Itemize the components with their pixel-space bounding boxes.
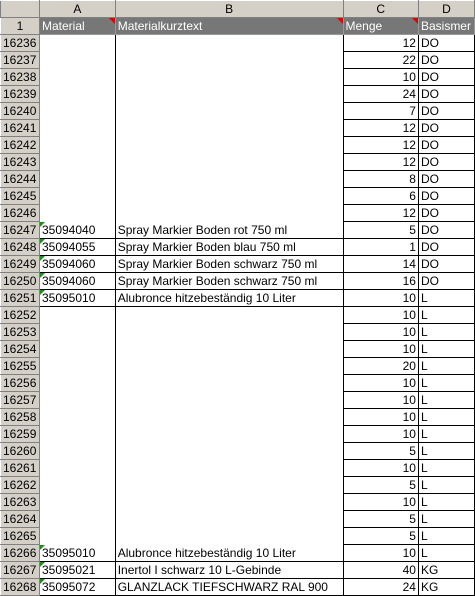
cell-kurztext[interactable] xyxy=(115,171,343,188)
row-header[interactable]: 16238 xyxy=(1,69,40,86)
cell-material[interactable] xyxy=(39,426,115,443)
cell-menge[interactable]: 5 xyxy=(343,511,418,528)
row-header[interactable]: 16255 xyxy=(1,358,40,375)
table-row xyxy=(1,86,475,103)
material-header-label: Material xyxy=(41,19,85,33)
cell-basismenge[interactable]: DO xyxy=(418,205,474,222)
table-row xyxy=(1,426,475,443)
table-row xyxy=(1,52,475,69)
table-row xyxy=(1,154,475,171)
row-header[interactable]: 16258 xyxy=(1,409,40,426)
cell-menge[interactable]: 10 xyxy=(343,392,418,409)
cell-basismenge[interactable]: DO xyxy=(418,69,474,86)
cell-material[interactable] xyxy=(39,358,115,375)
number-as-text-marker-icon xyxy=(40,273,45,278)
row-header[interactable]: 16243 xyxy=(1,154,40,171)
cell-kurztext[interactable]: Alubronce hitzebeständig 10 Liter xyxy=(115,290,343,307)
table-row xyxy=(1,341,475,358)
cell-menge[interactable]: 24 xyxy=(343,579,418,596)
cell-material[interactable] xyxy=(39,171,115,188)
column-header-row xyxy=(1,1,475,18)
cell-basismenge[interactable]: L xyxy=(418,324,474,341)
cell-material[interactable] xyxy=(39,35,115,52)
cell-material[interactable] xyxy=(39,188,115,205)
comment-marker-icon xyxy=(109,18,115,24)
cell-kurztext[interactable] xyxy=(115,511,343,528)
number-as-text-marker-icon xyxy=(40,222,45,227)
row-header[interactable]: 16259 xyxy=(1,426,40,443)
comment-marker-icon xyxy=(337,18,343,24)
cell-basismenge[interactable]: L xyxy=(418,341,474,358)
number-as-text-marker-icon xyxy=(40,256,45,261)
cell-basismenge[interactable]: KG xyxy=(418,562,474,579)
table-row xyxy=(1,171,475,188)
row-header[interactable]: 16267 xyxy=(1,562,40,579)
row-header[interactable]: 16241 xyxy=(1,120,40,137)
row-header[interactable]: 16244 xyxy=(1,171,40,188)
cell-kurztext[interactable] xyxy=(115,35,343,52)
cell-kurztext[interactable] xyxy=(115,324,343,341)
cell-basismenge[interactable]: L xyxy=(418,392,474,409)
row-header[interactable]: 16247 xyxy=(1,222,40,239)
cell-menge[interactable]: 10 xyxy=(343,290,418,307)
cell-menge[interactable]: 12 xyxy=(343,35,418,52)
table-row xyxy=(1,562,475,579)
number-as-text-marker-icon xyxy=(40,579,45,584)
cell-material[interactable] xyxy=(39,477,115,494)
cell-menge[interactable]: 12 xyxy=(343,205,418,222)
cell-kurztext-header[interactable] xyxy=(115,18,343,35)
row-header[interactable]: 16250 xyxy=(1,273,40,290)
cell-kurztext[interactable] xyxy=(115,477,343,494)
cell-menge[interactable]: 8 xyxy=(343,171,418,188)
cell-basismenge[interactable]: DO xyxy=(418,273,474,290)
row-header[interactable]: 16240 xyxy=(1,103,40,120)
cell-material[interactable] xyxy=(39,52,115,69)
cell-kurztext[interactable] xyxy=(115,460,343,477)
cell-material[interactable] xyxy=(39,205,115,222)
header-row xyxy=(1,18,475,35)
cell-menge[interactable]: 10 xyxy=(343,324,418,341)
cell-material[interactable] xyxy=(39,324,115,341)
table-row xyxy=(1,477,475,494)
cell-material[interactable] xyxy=(39,392,115,409)
cell-material[interactable]: 35094055 xyxy=(39,239,115,256)
cell-material[interactable]: 35095010 xyxy=(39,545,115,562)
cell-material[interactable]: 35095010 xyxy=(39,290,115,307)
number-as-text-marker-icon xyxy=(40,239,45,244)
row-header[interactable]: 16246 xyxy=(1,205,40,222)
cell-material[interactable] xyxy=(39,103,115,120)
cell-material-header[interactable] xyxy=(39,18,115,35)
cell-kurztext[interactable]: Spray Markier Boden blau 750 ml xyxy=(115,239,343,256)
cell-kurztext[interactable]: Spray Markier Boden schwarz 750 ml xyxy=(115,273,343,290)
cell-basismenge[interactable]: DO xyxy=(418,103,474,120)
table-row xyxy=(1,545,475,562)
cell-kurztext[interactable] xyxy=(115,188,343,205)
cell-menge[interactable]: 5 xyxy=(343,528,418,545)
cell-basismenge-header[interactable] xyxy=(418,18,474,35)
cell-material[interactable] xyxy=(39,120,115,137)
cell-kurztext[interactable]: Alubronce hitzebeständig 10 Liter xyxy=(115,545,343,562)
table-row xyxy=(1,392,475,409)
menge-header-label: Menge xyxy=(345,19,383,33)
cell-basismenge[interactable]: L xyxy=(418,477,474,494)
kurztext-header-label: Materialkurztext xyxy=(117,19,203,33)
select-all-corner[interactable] xyxy=(1,1,40,18)
row-header[interactable]: 16253 xyxy=(1,324,40,341)
cell-kurztext[interactable] xyxy=(115,120,343,137)
cell-basismenge[interactable]: L xyxy=(418,528,474,545)
cell-basismenge[interactable]: L xyxy=(418,307,474,324)
cell-kurztext[interactable] xyxy=(115,375,343,392)
table-row xyxy=(1,290,475,307)
cell-material[interactable] xyxy=(39,307,115,324)
row-header[interactable]: 16266 xyxy=(1,545,40,562)
table-row xyxy=(1,137,475,154)
row-header[interactable]: 16249 xyxy=(1,256,40,273)
table-row xyxy=(1,103,475,120)
cell-menge[interactable]: 10 xyxy=(343,545,418,562)
row-header[interactable]: 1 xyxy=(1,18,40,35)
number-as-text-marker-icon xyxy=(40,562,45,567)
cell-menge[interactable]: 12 xyxy=(343,137,418,154)
cell-menge[interactable]: 7 xyxy=(343,103,418,120)
cell-kurztext[interactable] xyxy=(115,86,343,103)
number-as-text-marker-icon xyxy=(40,545,45,550)
cell-menge[interactable]: 5 xyxy=(343,222,418,239)
cell-kurztext[interactable] xyxy=(115,52,343,69)
table-row xyxy=(1,273,475,290)
cell-material[interactable] xyxy=(39,86,115,103)
cell-basismenge[interactable]: DO xyxy=(418,154,474,171)
cell-basismenge[interactable]: L xyxy=(418,426,474,443)
table-row xyxy=(1,375,475,392)
table-row xyxy=(1,239,475,256)
cell-basismenge[interactable]: DO xyxy=(418,52,474,69)
cell-basismenge[interactable]: DO xyxy=(418,239,474,256)
cell-material[interactable] xyxy=(39,443,115,460)
table-row xyxy=(1,205,475,222)
table-row xyxy=(1,494,475,511)
row-header[interactable]: 16252 xyxy=(1,307,40,324)
cell-material[interactable] xyxy=(39,375,115,392)
cell-basismenge[interactable]: DO xyxy=(418,256,474,273)
basismenge-header-label: Basismer xyxy=(420,19,471,33)
cell-basismenge[interactable]: DO xyxy=(418,137,474,154)
cell-material[interactable]: 35095021 xyxy=(39,562,115,579)
row-header[interactable]: 16251 xyxy=(1,290,40,307)
row-header[interactable]: 16257 xyxy=(1,392,40,409)
cell-basismenge[interactable]: DO xyxy=(418,120,474,137)
column-header-b[interactable]: B xyxy=(115,1,343,18)
cell-menge[interactable]: 10 xyxy=(343,307,418,324)
table-row xyxy=(1,511,475,528)
cell-kurztext[interactable] xyxy=(115,69,343,86)
row-header[interactable]: 16263 xyxy=(1,494,40,511)
cell-material[interactable] xyxy=(39,137,115,154)
cell-kurztext[interactable] xyxy=(115,494,343,511)
cell-kurztext[interactable] xyxy=(115,205,343,222)
cell-menge[interactable]: 6 xyxy=(343,188,418,205)
cell-menge[interactable]: 14 xyxy=(343,256,418,273)
cell-kurztext[interactable] xyxy=(115,409,343,426)
cell-kurztext[interactable] xyxy=(115,358,343,375)
table-row xyxy=(1,222,475,239)
cell-material[interactable] xyxy=(39,494,115,511)
cell-menge[interactable]: 5 xyxy=(343,477,418,494)
table-row xyxy=(1,188,475,205)
cell-basismenge[interactable]: DO xyxy=(418,35,474,52)
cell-material[interactable] xyxy=(39,341,115,358)
cell-material[interactable]: 35094060 xyxy=(39,273,115,290)
cell-material[interactable] xyxy=(39,528,115,545)
cell-basismenge[interactable]: DO xyxy=(418,86,474,103)
table-row xyxy=(1,528,475,545)
cell-material[interactable]: 35094060 xyxy=(39,256,115,273)
table-row xyxy=(1,409,475,426)
row-header[interactable]: 16264 xyxy=(1,511,40,528)
cell-kurztext[interactable]: Spray Markier Boden schwarz 750 ml xyxy=(115,256,343,273)
table-row xyxy=(1,35,475,52)
cell-material[interactable]: 35094040 xyxy=(39,222,115,239)
cell-menge[interactable]: 10 xyxy=(343,426,418,443)
cell-basismenge[interactable]: L xyxy=(418,460,474,477)
cell-kurztext[interactable] xyxy=(115,528,343,545)
cell-menge[interactable]: 10 xyxy=(343,341,418,358)
row-header[interactable]: 16237 xyxy=(1,52,40,69)
cell-material[interactable] xyxy=(39,409,115,426)
cell-basismenge[interactable]: DO xyxy=(418,188,474,205)
row-header[interactable]: 16239 xyxy=(1,86,40,103)
row-header[interactable]: 16248 xyxy=(1,239,40,256)
table-row xyxy=(1,324,475,341)
cell-basismenge[interactable]: L xyxy=(418,409,474,426)
cell-kurztext[interactable] xyxy=(115,426,343,443)
cell-kurztext[interactable] xyxy=(115,103,343,120)
cell-kurztext[interactable]: Inertol I schwarz 10 L-Gebinde xyxy=(115,562,343,579)
row-header[interactable]: 16254 xyxy=(1,341,40,358)
cell-menge[interactable]: 10 xyxy=(343,69,418,86)
cell-menge[interactable]: 16 xyxy=(343,273,418,290)
cell-menge[interactable]: 10 xyxy=(343,494,418,511)
cell-material[interactable] xyxy=(39,460,115,477)
cell-material[interactable] xyxy=(39,511,115,528)
table-row xyxy=(1,307,475,324)
row-header[interactable]: 16256 xyxy=(1,375,40,392)
cell-menge-header[interactable] xyxy=(343,18,418,35)
row-header[interactable]: 16245 xyxy=(1,188,40,205)
cell-basismenge[interactable]: L xyxy=(418,290,474,307)
cell-material[interactable] xyxy=(39,69,115,86)
cell-kurztext[interactable] xyxy=(115,307,343,324)
row-header[interactable]: 16265 xyxy=(1,528,40,545)
cell-menge[interactable]: 12 xyxy=(343,154,418,171)
table-row xyxy=(1,256,475,273)
row-header[interactable]: 16260 xyxy=(1,443,40,460)
cell-kurztext[interactable]: Spray Markier Boden rot 750 ml xyxy=(115,222,343,239)
row-header[interactable]: 16261 xyxy=(1,460,40,477)
cell-basismenge[interactable]: DO xyxy=(418,222,474,239)
table-row xyxy=(1,579,475,596)
table-row xyxy=(1,358,475,375)
cell-menge[interactable]: 5 xyxy=(343,443,418,460)
cell-material[interactable] xyxy=(39,154,115,171)
cell-menge[interactable]: 22 xyxy=(343,52,418,69)
cell-menge[interactable]: 10 xyxy=(343,375,418,392)
cell-kurztext[interactable] xyxy=(115,154,343,171)
table-row xyxy=(1,120,475,137)
table-row xyxy=(1,443,475,460)
row-header[interactable]: 16242 xyxy=(1,137,40,154)
cell-menge[interactable]: 10 xyxy=(343,460,418,477)
column-header-a[interactable]: A xyxy=(39,1,115,18)
cell-basismenge[interactable]: KG xyxy=(418,579,474,596)
cell-kurztext[interactable] xyxy=(115,392,343,409)
cell-kurztext[interactable] xyxy=(115,443,343,460)
cell-material[interactable]: 35095072 xyxy=(39,579,115,596)
cell-menge[interactable]: 40 xyxy=(343,562,418,579)
comment-marker-icon xyxy=(412,18,418,24)
cell-basismenge[interactable]: L xyxy=(418,358,474,375)
cell-kurztext[interactable] xyxy=(115,137,343,154)
cell-menge[interactable]: 12 xyxy=(343,120,418,137)
row-header[interactable]: 16268 xyxy=(1,579,40,596)
cell-menge[interactable]: 1 xyxy=(343,239,418,256)
cell-basismenge[interactable]: L xyxy=(418,545,474,562)
cell-menge[interactable]: 10 xyxy=(343,409,418,426)
cell-kurztext[interactable]: GLANZLACK TIEFSCHWARZ RAL 900 xyxy=(115,579,343,596)
column-header-d[interactable]: D xyxy=(418,1,474,18)
cell-basismenge[interactable]: L xyxy=(418,443,474,460)
cell-basismenge[interactable]: L xyxy=(418,494,474,511)
cell-basismenge[interactable]: L xyxy=(418,375,474,392)
table-row xyxy=(1,69,475,86)
cell-kurztext[interactable] xyxy=(115,341,343,358)
cell-basismenge[interactable]: DO xyxy=(418,171,474,188)
cell-basismenge[interactable]: L xyxy=(418,511,474,528)
row-header[interactable]: 16262 xyxy=(1,477,40,494)
number-as-text-marker-icon xyxy=(40,290,45,295)
table-row xyxy=(1,460,475,477)
row-header[interactable]: 16236 xyxy=(1,35,40,52)
cell-menge[interactable]: 24 xyxy=(343,86,418,103)
cell-menge[interactable]: 20 xyxy=(343,358,418,375)
column-header-c[interactable]: C xyxy=(343,1,418,18)
